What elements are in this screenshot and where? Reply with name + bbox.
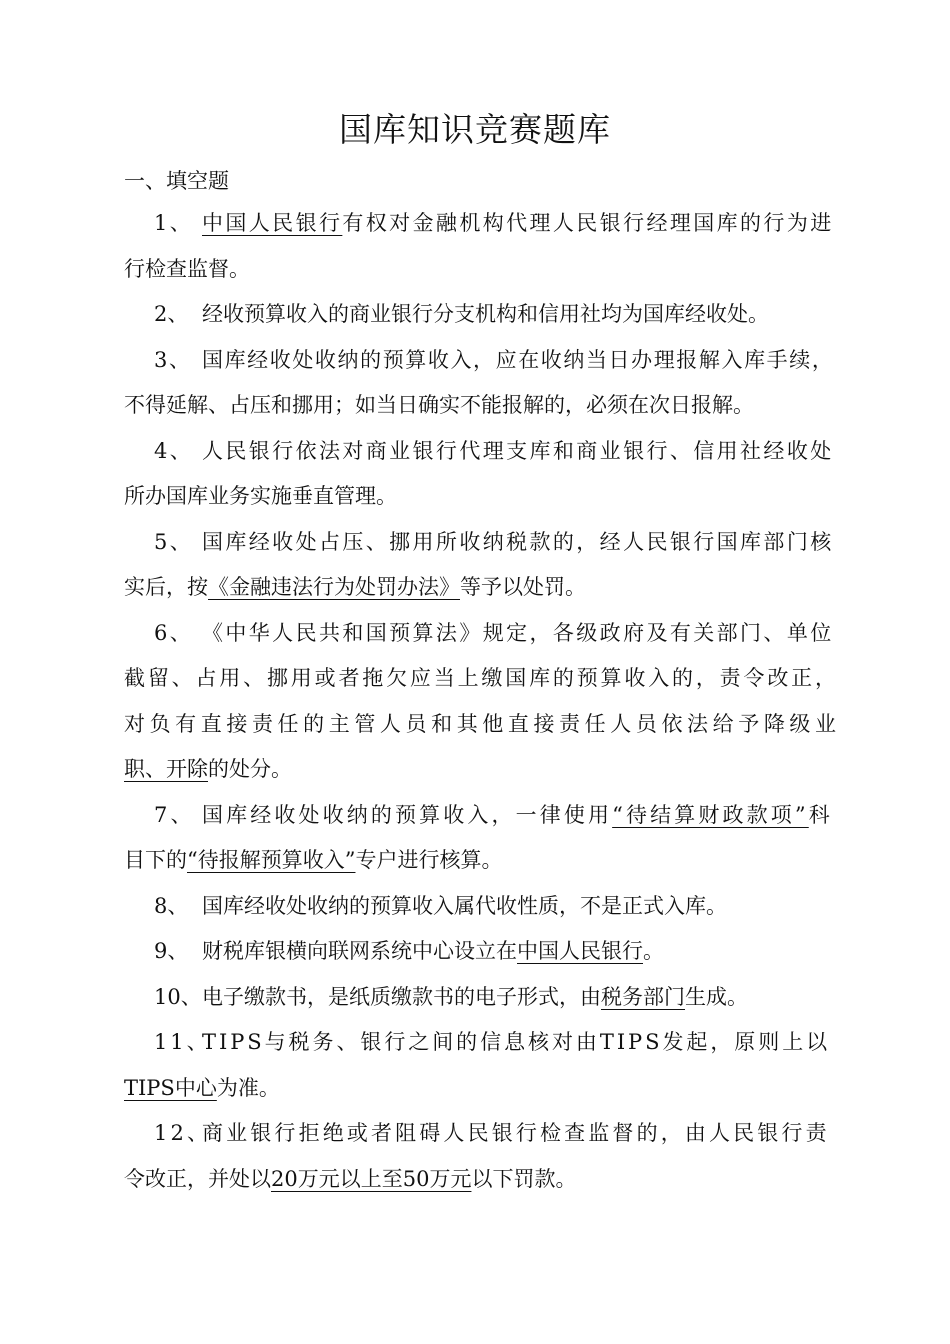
question-item — [124, 884, 836, 930]
answer-blank: “待结算财政款项” — [612, 802, 809, 827]
question-line — [124, 474, 836, 520]
question-item — [124, 1020, 836, 1111]
question-list — [124, 201, 841, 1202]
question-text: 的处分。 — [208, 757, 292, 781]
question-line — [124, 1020, 836, 1066]
question-line — [124, 1157, 836, 1203]
answer-blank: 中国人民银行 — [517, 939, 643, 963]
answer-blank: “待报解预算收入” — [187, 848, 356, 872]
question-line — [124, 793, 836, 839]
question-text: 等予以处罚。 — [460, 575, 586, 599]
question-text: 行检查监督。 — [124, 256, 250, 281]
question-text: 电子缴款书，是纸质缴款书的电子形式，由 — [202, 984, 601, 1009]
question-number: 5、 — [154, 529, 194, 554]
question-text: 截留、占用、挪用或者拖欠应当上缴国库的预算收入的，责令改正， — [124, 666, 839, 690]
question-item — [124, 1111, 836, 1202]
question-text: 专户进行核算。 — [355, 848, 503, 872]
question-text: 令改正，并处以 — [124, 1166, 271, 1191]
question-item — [124, 201, 836, 292]
question-text: 不得延解、占压和挪用；如当日确实不能报解的，必须在次日报解。 — [124, 393, 754, 417]
question-text: 有权对金融机构代理人民银行经理国库的行为进 — [342, 211, 834, 235]
question-number: 11、 — [154, 1030, 211, 1054]
question-line — [124, 201, 836, 247]
question-item — [124, 292, 836, 338]
question-text: 所办国库业务实施垂直管理。 — [124, 484, 397, 508]
question-item — [124, 793, 836, 884]
question-line — [124, 975, 836, 1021]
question-text: 《中华人民共和国预算法》规定，各级政府及有关部门、单位 — [202, 620, 834, 645]
answer-blank: 中国人民银行 — [202, 211, 343, 235]
question-number: 4、 — [154, 438, 194, 463]
question-line — [124, 383, 836, 429]
question-line — [124, 292, 836, 338]
question-text: 目下的 — [124, 848, 187, 872]
question-item — [124, 929, 836, 975]
question-text: 科 — [808, 802, 833, 827]
question-line — [124, 611, 836, 657]
answer-blank: 税务部门 — [601, 984, 685, 1009]
question-text: 经收预算收入的商业银行分支机构和信用社均为国库经收处。 — [202, 302, 769, 326]
section-heading: 一、填空题 — [124, 169, 229, 193]
question-line — [124, 338, 836, 384]
question-text: 国库经收处收纳的预算收入属代收性质，不是正式入库。 — [202, 893, 727, 918]
question-text: TIPS与税务、银行之间的信息核对由TIPS发起，原则上以 — [202, 1030, 831, 1054]
question-text: 对负有直接责任的主管人员和其他直接责任人员依法给予降级业 — [124, 711, 841, 736]
question-item — [124, 338, 836, 429]
question-number: 8、 — [154, 893, 189, 918]
question-number: 1、 — [154, 211, 194, 235]
question-line — [124, 1066, 836, 1112]
question-number: 6、 — [154, 620, 194, 645]
question-line — [124, 1111, 836, 1157]
question-line — [124, 565, 836, 611]
question-line — [124, 247, 836, 293]
question-item — [124, 520, 836, 611]
question-line — [124, 702, 841, 748]
question-line — [124, 884, 836, 930]
question-number: 12、 — [154, 1121, 212, 1145]
question-text: 国库经收处收纳的预算收入，一律使用 — [202, 802, 613, 827]
question-number: 7、 — [154, 802, 195, 827]
question-text: 实后，按 — [124, 575, 208, 599]
question-item — [124, 429, 836, 520]
question-line — [124, 838, 836, 884]
answer-blank: TIPS中心 — [124, 1075, 217, 1100]
question-text: 生成。 — [685, 984, 748, 1009]
question-number: 3、 — [154, 347, 192, 372]
question-text: 人民银行依法对商业银行代理支库和商业银行、信用社经收处 — [202, 438, 834, 463]
question-text: 商业银行拒绝或者阻碍人民银行检查监督的，由人民银行责 — [202, 1121, 830, 1145]
question-line — [124, 929, 836, 975]
answer-blank: 《金融违法行为处罚办法》 — [208, 575, 460, 599]
question-text: 以下罚款。 — [471, 1166, 577, 1191]
question-text: 。 — [643, 939, 664, 963]
question-number: 10、 — [154, 984, 202, 1009]
answer-blank: 20万元以上至50万元 — [271, 1166, 472, 1191]
question-line — [124, 656, 839, 702]
question-text: 为准。 — [216, 1075, 280, 1100]
question-text: 国库经收处收纳的预算收入，应在收纳当日办理报解入库手续， — [202, 347, 835, 372]
question-item — [124, 611, 841, 793]
page-title: 国库知识竞赛题库 — [339, 110, 611, 149]
question-number: 9、 — [154, 939, 189, 963]
question-line — [124, 520, 836, 566]
answer-blank: 职、开除 — [124, 757, 208, 781]
question-line — [124, 429, 836, 475]
question-text: 财税库银横向联网系统中心设立在 — [202, 939, 517, 963]
question-text: 国库经收处占压、挪用所收纳税款的，经人民银行国库部门核 — [202, 529, 834, 554]
question-line — [124, 747, 836, 793]
question-item — [124, 975, 836, 1021]
question-number: 2、 — [154, 302, 189, 326]
